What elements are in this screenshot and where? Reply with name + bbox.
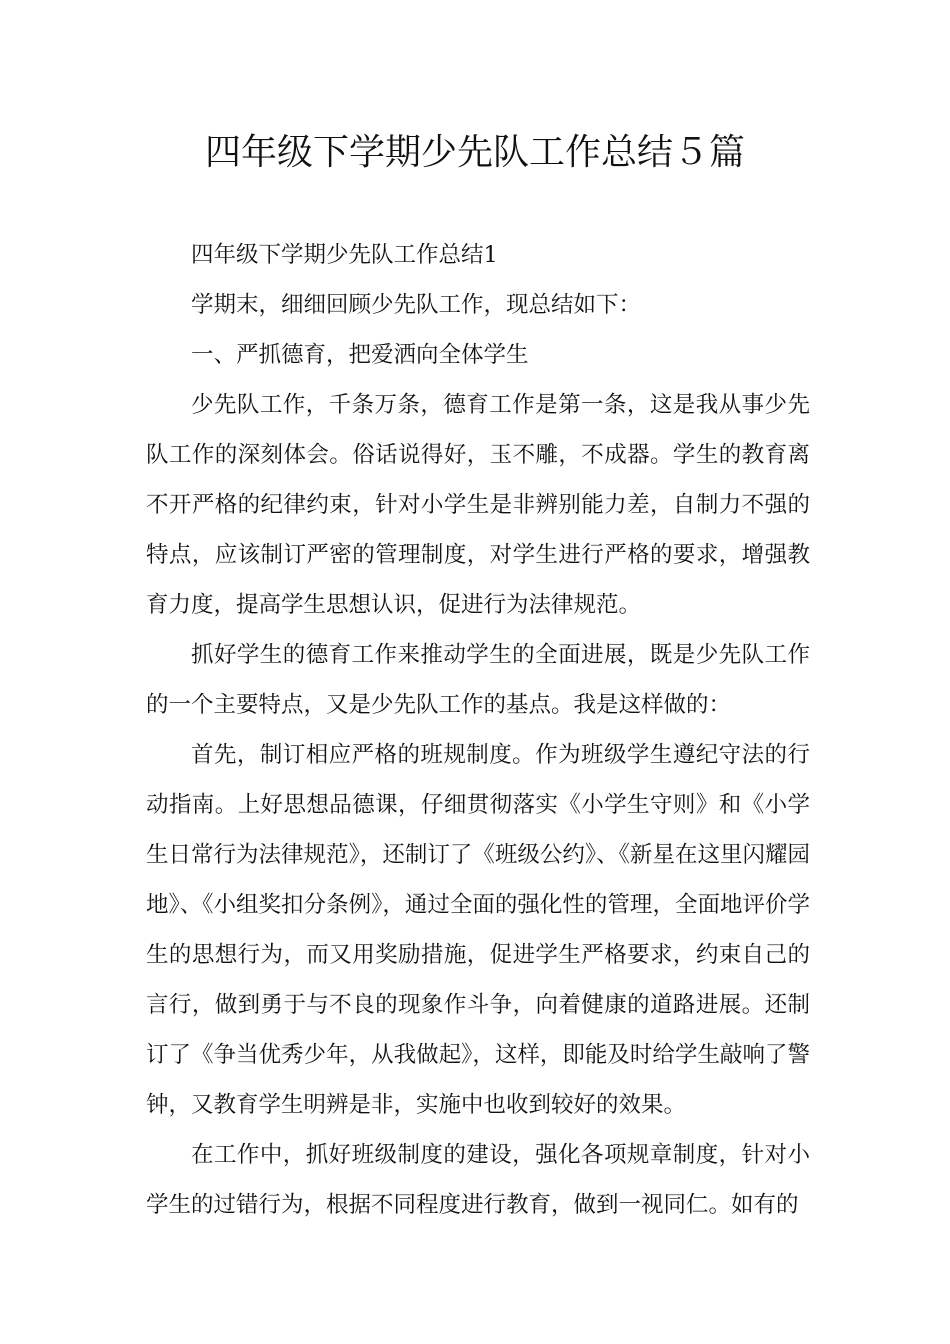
body-paragraph: 在工作中，抓好班级制度的建设，强化各项规章制度，针对小学生的过错行为，根据不同程度进行教育，做到一视同仁。如有的 [146, 1142, 810, 1218]
subtitle-paragraph: 四年级下学期少先队工作总结1 [191, 242, 498, 268]
intro-paragraph: 学期末，细细回顾少先队工作，现总结如下： [191, 292, 642, 318]
body-paragraph: 少先队工作，千条万条，德育工作是第一条，这是我从事少先队工作的深刻体会。俗话说得好，玉不雕，不成器。学生的教育离不开严格的纪律约束，针对小学生是非辨别能力差，自制力不强的特点，应该制订严密的管理制度，对学生进行严格的要求，增强教育力度，提高学生思想认识，促进行为法律规范。 [146, 392, 810, 618]
document-body [146, 230, 810, 1230]
document-title: 四年级下学期少先队工作总结５篇 [204, 132, 745, 173]
body-paragraph: 抓好学生的德育工作来推动学生的全面进展，既是少先队工作的一个主要特点，又是少先队工作的基点。我是这样做的： [146, 642, 810, 718]
section-heading: 一、严抓德育，把爱洒向全体学生 [191, 342, 529, 368]
body-paragraph: 首先，制订相应严格的班规制度。作为班级学生遵纪守法的行动指南。上好思想品德课，仔细贯彻落实《小学生守则》和《小学生日常行为法律规范》，还制订了《班级公约》、《新星在这里闪耀园地》、《小组奖扣分条例》，通过全面的强化性的管理，全面地评价学生的思想行为，而又用奖励措施，促进学生严格要求，约束自己的言行，做到勇于与不良的现象作斗争，向着健康的道路进展。还制订了《争当优秀少年，从我做起》，这样，即能及时给学生敲响了警钟，又教育学生明辨是非，实施中也收到较好的效果。 [146, 742, 810, 1118]
